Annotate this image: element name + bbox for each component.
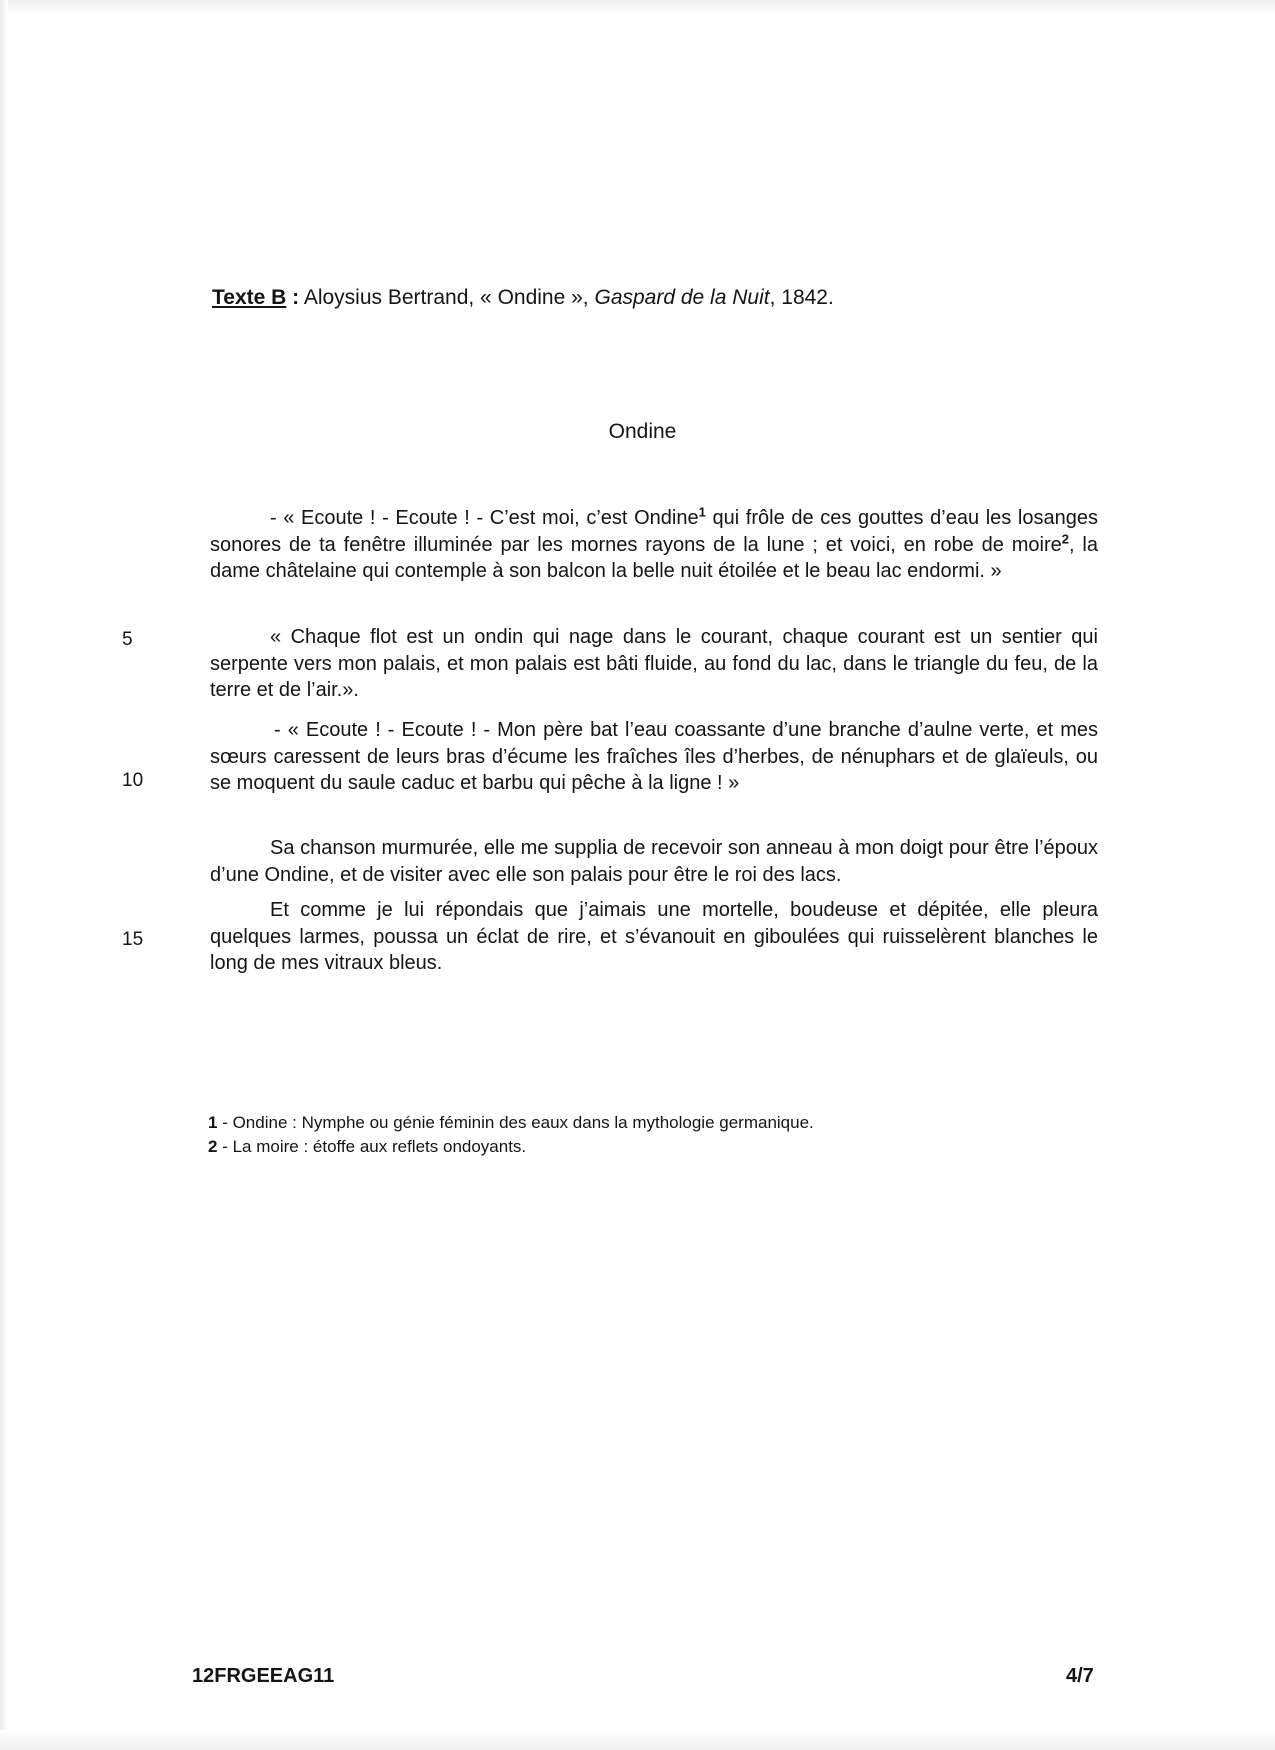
footnote-1-text: - Ondine : Nymphe ou génie féminin des eaux dans la mythologie germanique. bbox=[217, 1113, 814, 1132]
scan-edge-left bbox=[0, 0, 8, 1750]
paragraph-3 bbox=[210, 717, 1098, 797]
footnote-ref-1: 1 bbox=[698, 504, 706, 520]
paragraph-1 bbox=[210, 505, 1098, 585]
paragraph-5 bbox=[210, 897, 1098, 977]
paragraph-2 bbox=[210, 624, 1098, 704]
heading-author: Aloysius Bertrand, « Ondine », bbox=[299, 286, 595, 309]
page-number: 4/7 bbox=[1066, 1665, 1094, 1687]
poem-title: Ondine bbox=[608, 420, 677, 443]
paragraph-1-part-a: - « Ecoute ! - Ecoute ! - C’est moi, c’est Ondine bbox=[270, 507, 699, 529]
heading-work: Gaspard de la Nuit bbox=[594, 286, 770, 309]
footnotes bbox=[208, 1111, 814, 1159]
footnote-1-number: 1 bbox=[208, 1113, 218, 1132]
footnote-ref-2: 2 bbox=[1061, 530, 1070, 546]
paragraph-2-text: « Chaque flot est un ondin qui nage dans le courant, chaque courant est un sentier qui serpente vers mon palais, et mon palais est bâti fluide, au fond du lac, dans le triangle du feu, de la terre et de l’air.». bbox=[210, 626, 1098, 701]
paragraph-1-part-c: , la dame châtelaine qui contemple à son balcon la belle nuit étoilée et le beau lac endormi. » bbox=[210, 533, 1098, 582]
footnote-1 bbox=[208, 1111, 814, 1135]
scan-edge-bottom bbox=[0, 1730, 1275, 1750]
footnote-2-text: - La moire : étoffe aux reflets ondoyants. bbox=[217, 1137, 527, 1156]
footnote-2 bbox=[208, 1135, 814, 1159]
paragraph-5-text: Et comme je lui répondais que j’aimais une mortelle, boudeuse et dépitée, elle pleura quelques larmes, poussa un éclat de rire, et s’évanouit en giboulées qui ruisselèrent blanches le long de mes vitraux bleus. bbox=[210, 899, 1098, 974]
paragraph-4-text: Sa chanson murmurée, elle me supplia de recevoir son anneau à mon doigt pour être l’époux d’une Ondine, et de visiter avec elle son palais pour être le roi des lacs. bbox=[210, 837, 1098, 886]
paragraph-3-text: - « Ecoute ! - Ecoute ! - Mon père bat l’eau coassante d’une branche d’aulne verte, et mes sœurs caressent de leurs bras d’écume les fraîches îles d’herbes, de nénuphars et de glaïeuls, ou se moquent du saule caduc et barbu qui pêche à la ligne ! » bbox=[210, 719, 1098, 794]
line-number-15: 15 bbox=[122, 929, 144, 950]
text-heading bbox=[212, 284, 834, 312]
heading-separator: : bbox=[286, 286, 300, 309]
paragraph-4 bbox=[210, 835, 1098, 888]
line-number-5: 5 bbox=[122, 629, 133, 650]
exam-code: 12FRGEEAG11 bbox=[192, 1665, 335, 1687]
scan-edge-top bbox=[0, 0, 1275, 14]
line-number-10: 10 bbox=[122, 770, 144, 791]
heading-year: , 1842. bbox=[769, 286, 834, 309]
footnote-2-number: 2 bbox=[208, 1137, 218, 1156]
text-label: Texte B bbox=[212, 286, 287, 309]
paragraph-1-part-b: qui frôle de ces gouttes d’eau les losanges sonores de ta fenêtre illuminée par les mornes rayons de la lune ; et voici, en robe de moire bbox=[210, 507, 1098, 556]
